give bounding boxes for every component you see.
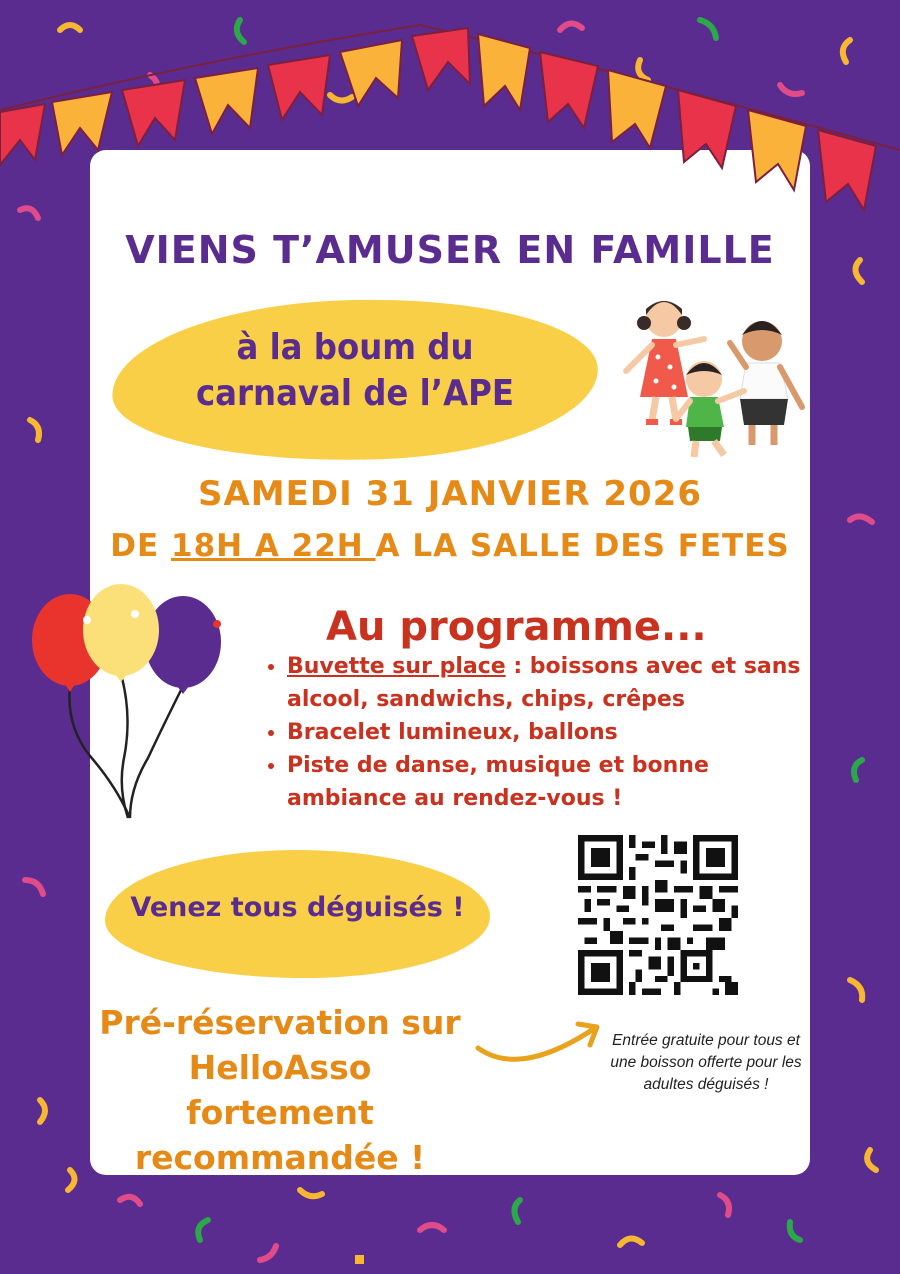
time-range: 18H A 22H bbox=[171, 528, 376, 564]
free-entry-note: Entrée gratuite pour tous et une boisson offerte pour les adultes déguisés ! bbox=[610, 1032, 802, 1093]
event-title-line2: carnaval de l’APE bbox=[195, 373, 514, 414]
prereservation-text: Pré-réservation sur HelloAsso fortement recommandée ! bbox=[99, 1003, 461, 1177]
curved-arrow-icon bbox=[470, 1018, 610, 1073]
costume-call: Venez tous déguisés ! bbox=[130, 892, 465, 923]
balloons-illustration-icon bbox=[25, 578, 240, 823]
program-item-underlined: Buvette sur place bbox=[287, 654, 506, 679]
event-title bbox=[112, 325, 598, 417]
program-item-text: Bracelet lumineux, ballons bbox=[287, 720, 618, 745]
program-title: Au programme... bbox=[326, 604, 707, 650]
program-list bbox=[262, 650, 827, 815]
time-suffix: A LA SALLE DES FETES bbox=[375, 528, 790, 564]
program-item-text: Piste de danse, musique et bonne ambiance au rendez-vous ! bbox=[287, 753, 709, 811]
children-illustration-icon bbox=[612, 295, 812, 465]
headline: VIENS T’AMUSER EN FAMILLE bbox=[125, 228, 775, 272]
event-date: SAMEDI 31 JANVIER 2026 bbox=[198, 474, 702, 514]
program-item-text: : boissons avec et sans alcool, sandwichs, chips, crêpes bbox=[287, 654, 801, 712]
time-prefix: DE bbox=[110, 528, 171, 564]
program-item bbox=[287, 650, 827, 716]
event-time-location bbox=[90, 528, 810, 564]
program-item bbox=[287, 716, 827, 749]
event-title-line1: à la boum du bbox=[236, 327, 474, 368]
program-item bbox=[287, 749, 827, 815]
qr-code-icon[interactable] bbox=[578, 835, 738, 995]
bunting-flags-icon bbox=[0, 0, 900, 230]
